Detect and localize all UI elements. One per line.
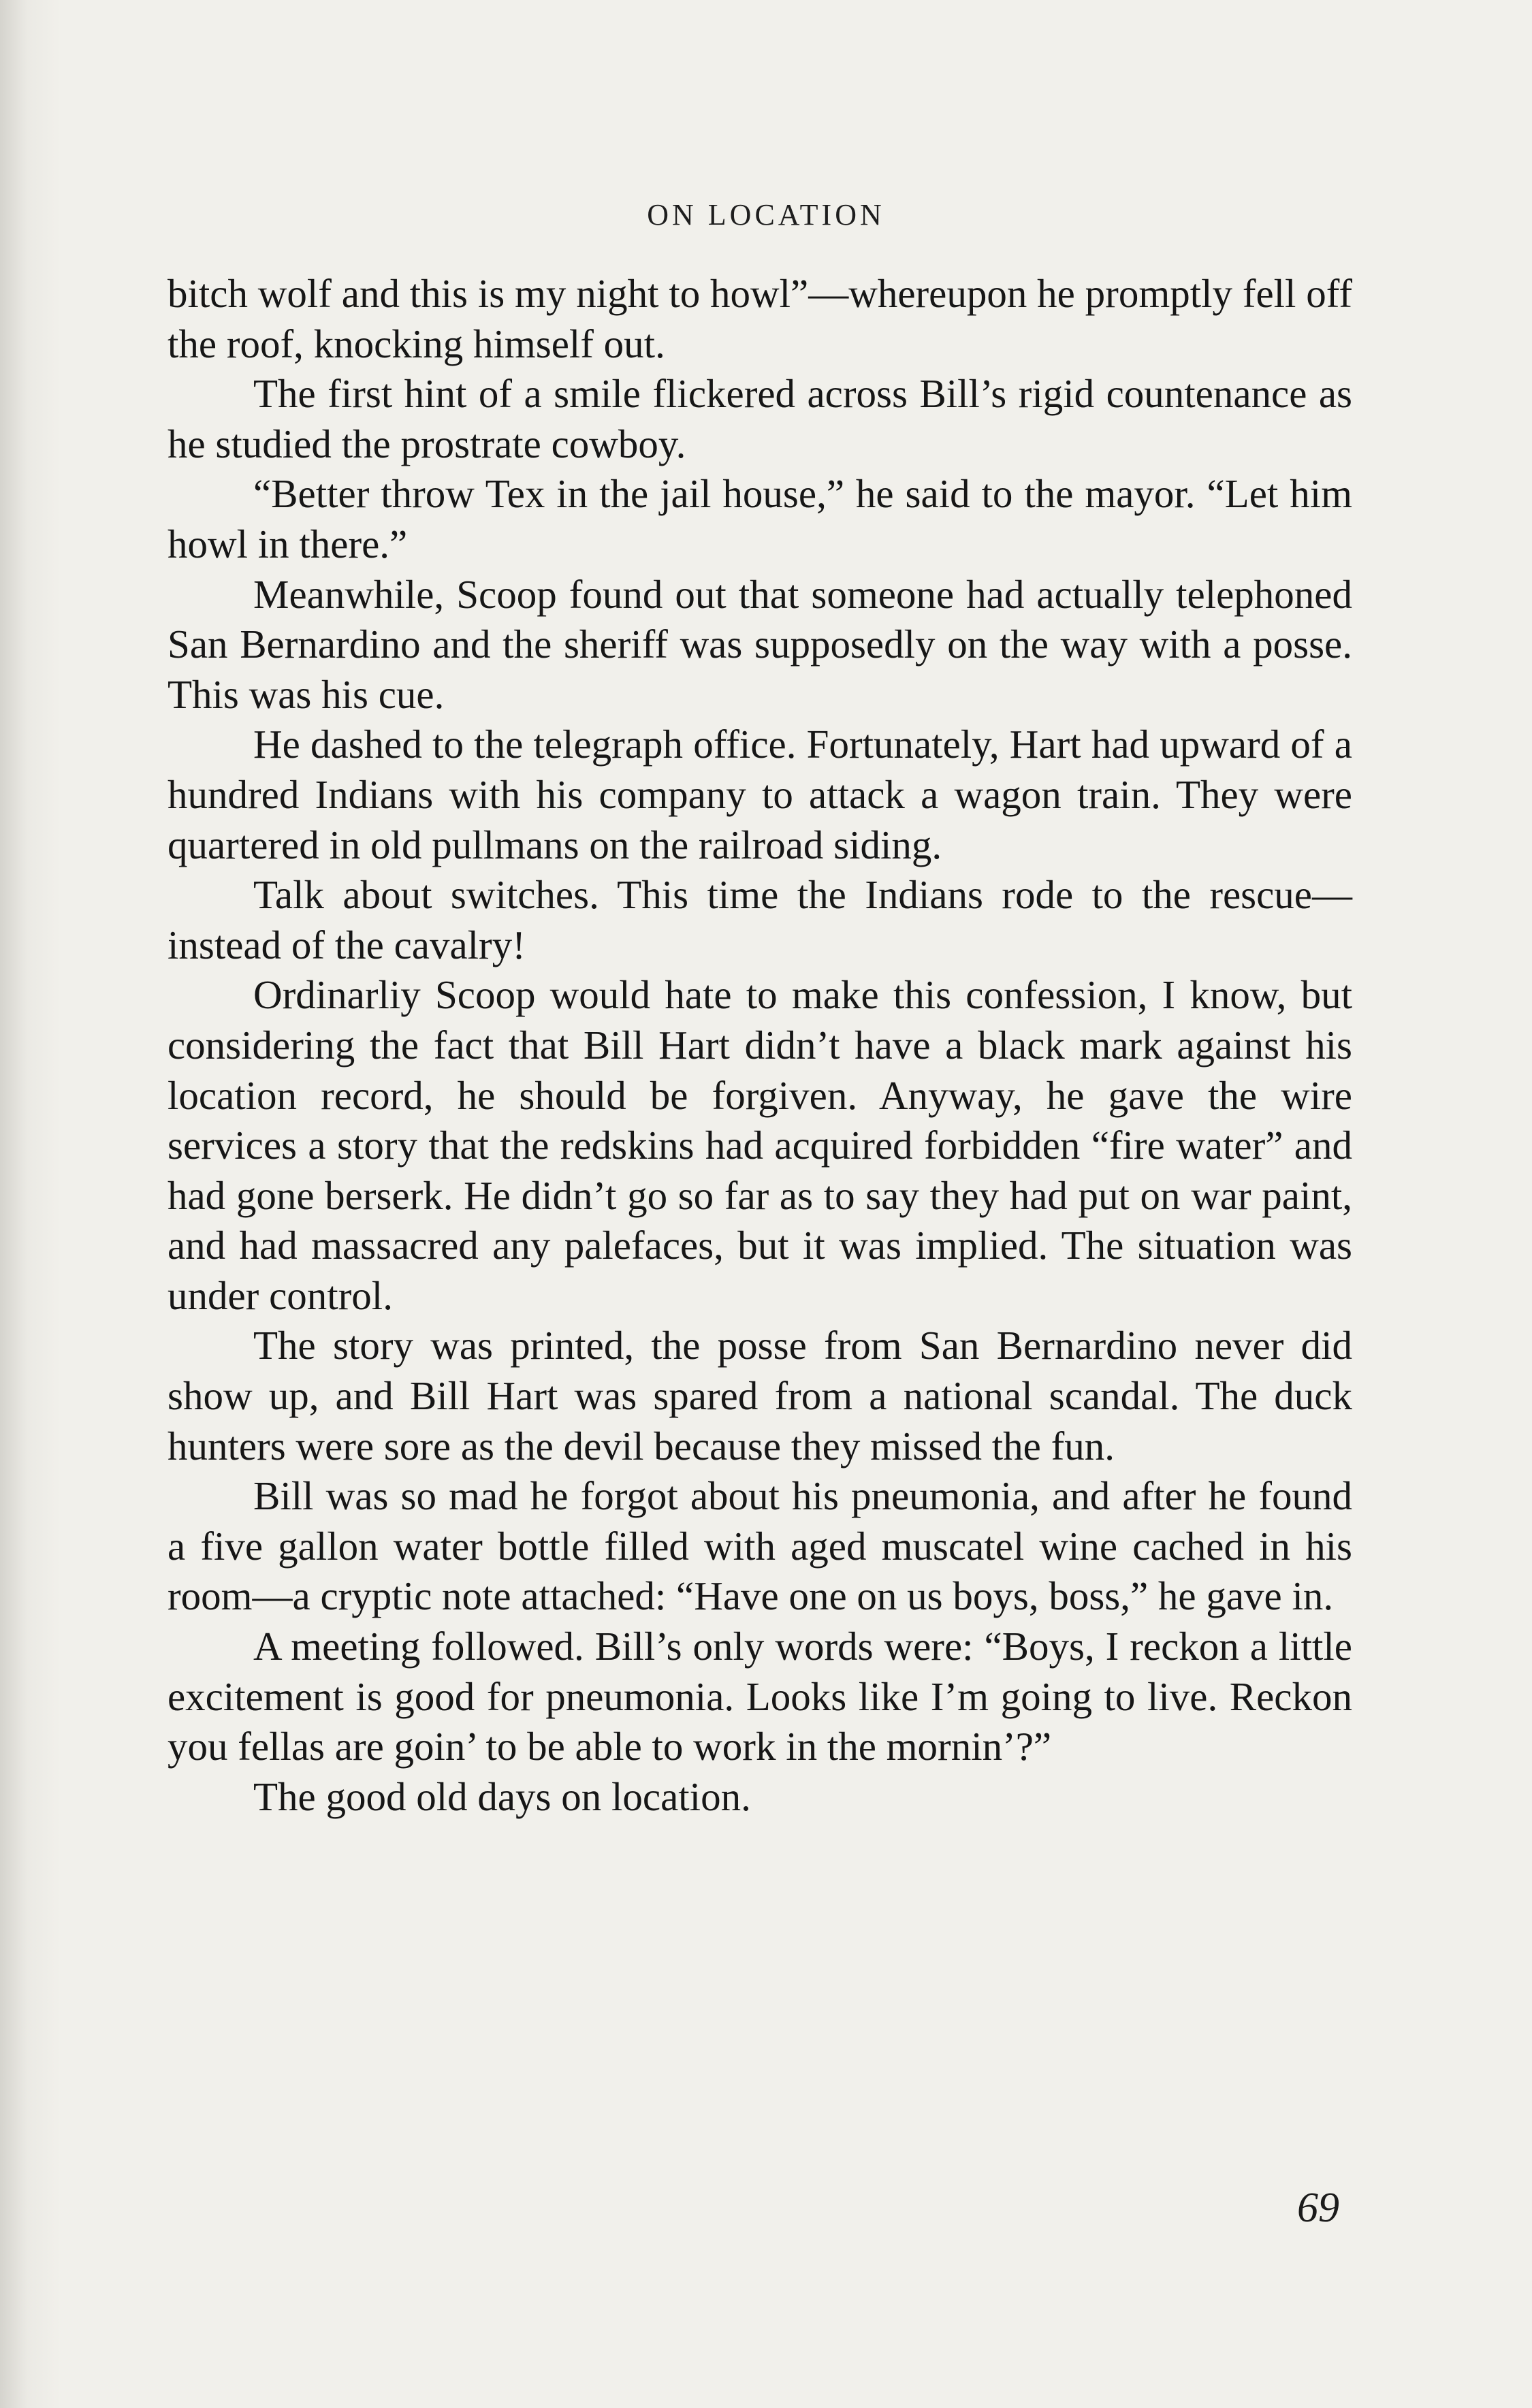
page-number: 69: [1297, 2185, 1339, 2231]
paragraph: A meeting followed. Bill’s only words were: “Boys, I reckon a little excitement is good for pneumonia. Looks like I’m going to live. Reckon you fellas are goin’ to be able to work in the mornin’?”: [167, 1624, 1352, 1769]
paragraph: Ordinarliy Scoop would hate to make this confession, I know, but considering the fact that Bill Hart didn’t have a black mark against his location record, he should be forgiven. Anyway, he gave the wire services a story that the redskins had acquired forbidden “fire water” and had gone berserk. He didn’t go so far as to say they had put on war paint, and had massacred any palefaces, but it was implied. The situation was under control.: [167, 972, 1352, 1318]
paragraph: bitch wolf and this is my night to howl”—whereupon he promptly fell off the roof, knocking himself out.: [167, 271, 1352, 366]
paragraph: Meanwhile, Scoop found out that someone had actually telephoned San Bernardino and the sheriff was supposedly on the way with a posse. This was his cue.: [167, 571, 1352, 717]
paragraph: The good old days on location.: [253, 1773, 751, 1819]
body-text: [167, 269, 1352, 1822]
paragraph: “Better throw Tex in the jail house,” he said to the mayor. “Let him howl in there.”: [167, 471, 1352, 566]
running-head: ON LOCATION: [647, 198, 885, 231]
paragraph: The first hint of a smile flickered across Bill’s rigid countenance as he studied the prostrate cowboy.: [167, 371, 1352, 466]
paragraph: He dashed to the telegraph office. Fortunately, Hart had upward of a hundred Indians with his company to attack a wagon train. They were quartered in old pullmans on the railroad siding.: [167, 722, 1352, 867]
paragraph: The story was printed, the posse from San Bernardino never did show up, and Bill Hart was spared from a national scandal. The duck hunters were sore as the devil because they missed the fun.: [167, 1323, 1352, 1468]
paragraph: Talk about switches. This time the Indians rode to the rescue—instead of the cavalry!: [167, 872, 1352, 967]
paragraph: Bill was so mad he forgot about his pneumonia, and after he found a five gallon water bottle filled with aged muscatel wine cached in his room—a cryptic note attached: “Have one on us boys, boss,” he gave in.: [167, 1473, 1352, 1619]
